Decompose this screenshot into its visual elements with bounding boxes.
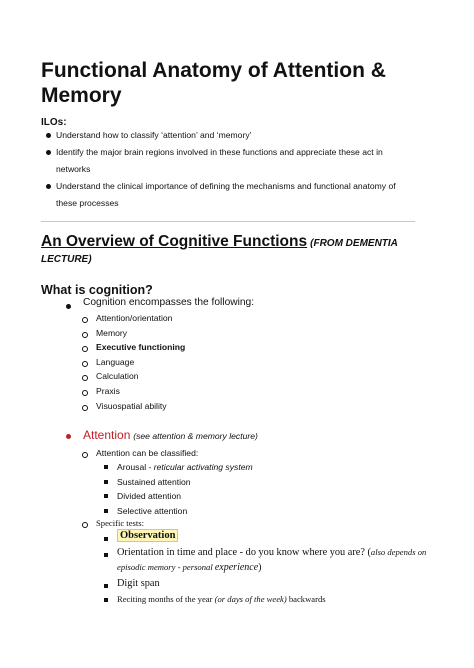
attention-label: Attention (83, 428, 131, 442)
ilo-item: Understand how to classify ‘attention’ and ‘memory’ (56, 127, 406, 144)
ilo-item: Identify the major brain regions involved in these functions and appreciate these act in networks (56, 144, 406, 178)
ilo-item: Understand the clinical importance of defining the mechanisms and functional anatomy of these processes (56, 178, 406, 212)
attention-type: Divided attention (117, 491, 182, 501)
ring-bullet-icon (82, 332, 88, 338)
ring-bullet-icon (82, 346, 88, 352)
list-item: Memory (96, 328, 128, 338)
ring-bullet-icon (82, 361, 88, 367)
list-item: Visuospatial ability (96, 401, 167, 411)
attention-type: Selective attention (117, 506, 188, 516)
list-item: Praxis (96, 386, 120, 396)
ring-bullet-icon (82, 375, 88, 381)
subheading-cognition: What is cognition? (41, 283, 153, 297)
square-bullet-icon (104, 537, 108, 541)
test-item (117, 530, 178, 541)
bullet-icon (66, 434, 71, 439)
square-bullet-icon (104, 584, 108, 588)
section-note: (FROM DEMENTIA (310, 238, 398, 249)
ring-bullet-icon (82, 390, 88, 396)
page-title: Functional Anatomy of Attention & Memory (41, 59, 386, 107)
bullet-icon (66, 304, 71, 309)
highlighted-test: Observation (117, 529, 178, 542)
cognition-intro: Cognition encompasses the following: (83, 297, 255, 308)
list-item: Calculation (96, 371, 139, 381)
square-bullet-icon (104, 494, 108, 498)
attention-type: Arousal - reticular activating system (117, 462, 253, 472)
ring-bullet-icon (82, 317, 88, 323)
attention-note: (see attention & memory lecture) (133, 431, 258, 441)
bullet-icon (46, 133, 51, 138)
attention-item (83, 428, 258, 442)
horizontal-divider (41, 221, 415, 222)
classified-intro: Attention can be classified: (96, 448, 199, 458)
ring-bullet-icon (82, 405, 88, 411)
bullet-icon (46, 150, 51, 155)
attention-type: Sustained attention (117, 477, 191, 487)
section-heading: An Overview of Cognitive Functions (FROM DEMENTIA (41, 233, 398, 250)
list-item: Attention/orientation (96, 313, 173, 323)
test-item: Reciting months of the year (or days of the week) backwards (117, 594, 326, 604)
square-bullet-icon (104, 509, 108, 513)
tests-intro: Specific tests: (96, 518, 144, 528)
ilos-label: ILOs: (41, 117, 67, 128)
test-item: Digit span (117, 578, 160, 589)
ring-bullet-icon (82, 522, 88, 528)
square-bullet-icon (104, 598, 108, 602)
square-bullet-icon (104, 480, 108, 484)
square-bullet-icon (104, 465, 108, 469)
test-item: Orientation in time and place - do you know where you are? (also depends on (117, 547, 427, 558)
ring-bullet-icon (82, 452, 88, 458)
list-item: Language (96, 357, 135, 367)
square-bullet-icon (104, 553, 108, 557)
section-note-continued: LECTURE) (41, 254, 92, 265)
list-item: Executive functioning (96, 342, 186, 352)
test-item-continued: episodic memory - personal experience) (117, 562, 262, 573)
bullet-icon (46, 184, 51, 189)
